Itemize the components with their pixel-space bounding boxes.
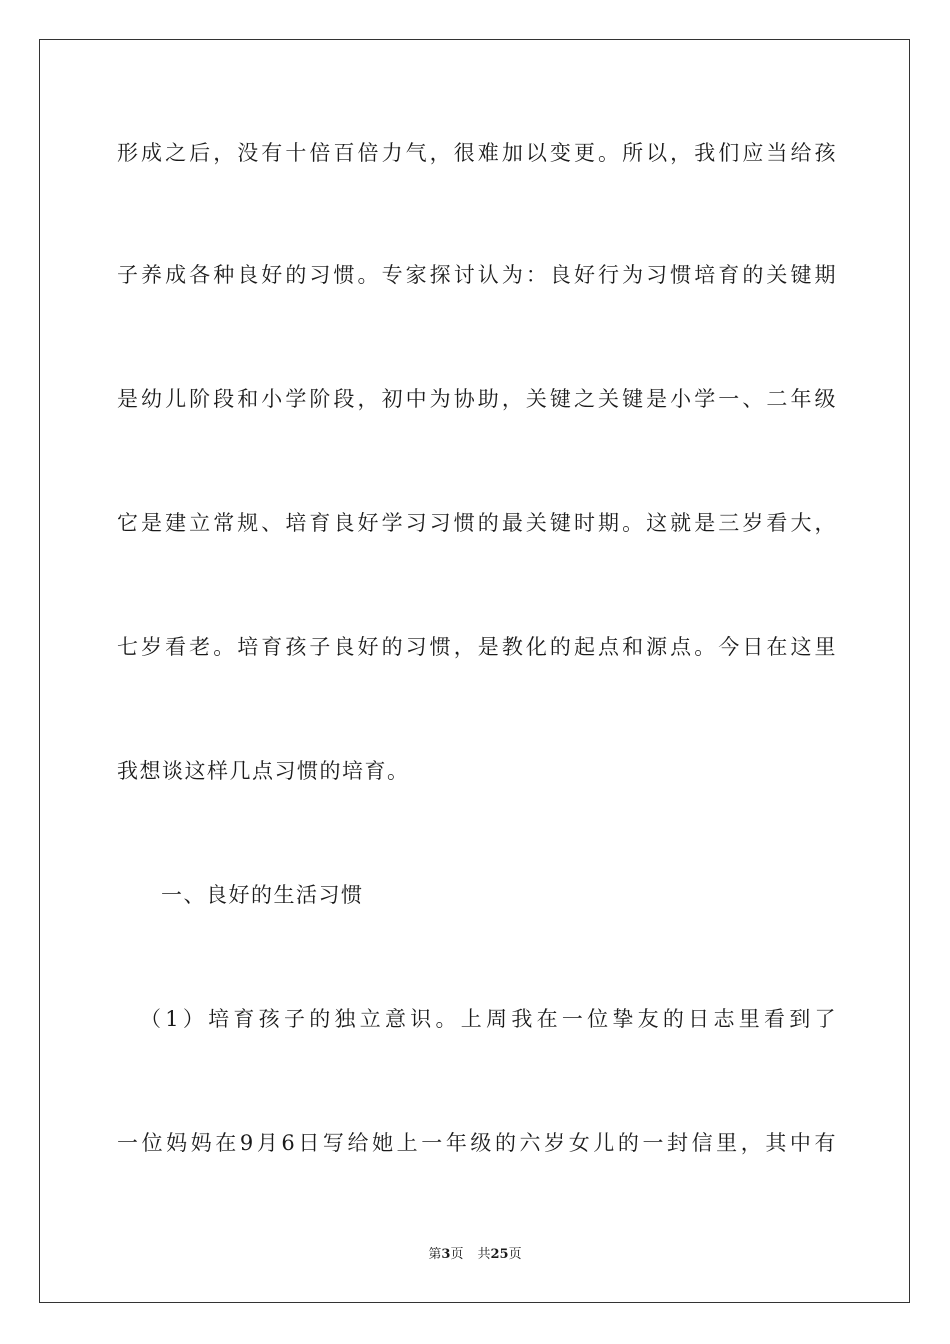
body-text-line: 一位妈妈在9月6日写给她上一年级的六岁女儿的一封信里，其中有 xyxy=(117,1131,837,1155)
footer-total-prefix: 共 xyxy=(477,1247,491,1262)
body-text-line: 子养成各种良好的习惯。专家探讨认为：良好行为习惯培育的关键期 xyxy=(117,263,837,287)
section-heading: 一、良好的生活习惯 xyxy=(161,883,364,907)
body-text-line: 它是建立常规、培育良好学习习惯的最关键时期。这就是三岁看大， xyxy=(117,511,837,535)
body-text-line: 我想谈这样几点习惯的培育。 xyxy=(117,759,410,783)
body-text-line: 是幼儿阶段和小学阶段，初中为协助，关键之关键是小学一、二年级 xyxy=(117,387,837,411)
body-text-line: （1）培育孩子的独立意识。上周我在一位挚友的日志里看到了 xyxy=(140,1007,837,1031)
footer-page-current: 3 xyxy=(441,1247,451,1262)
footer-page-total: 25 xyxy=(490,1247,509,1262)
footer-page-unit: 页 xyxy=(450,1247,464,1262)
body-text-line: 形成之后，没有十倍百倍力气，很难加以变更。所以，我们应当给孩 xyxy=(117,141,837,165)
footer-total-unit: 页 xyxy=(508,1247,522,1262)
page-footer xyxy=(0,1246,950,1264)
page-border xyxy=(39,39,910,1303)
body-text-line: 七岁看老。培育孩子良好的习惯，是教化的起点和源点。今日在这里 xyxy=(117,635,837,659)
footer-page-prefix: 第 xyxy=(428,1247,442,1262)
